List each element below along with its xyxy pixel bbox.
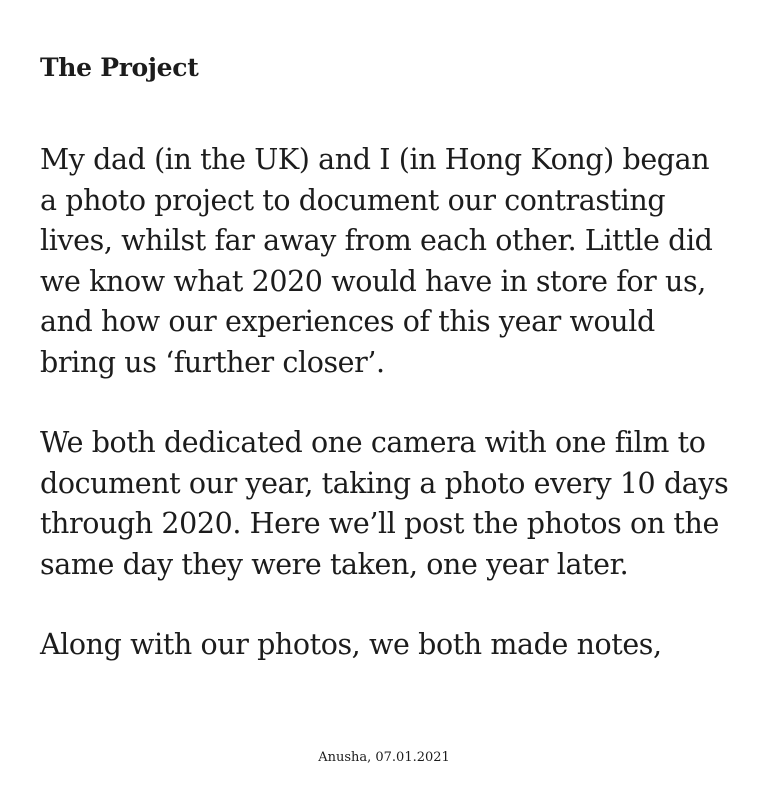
paragraph-line: lives, whilst far away from each other. Little did <box>40 224 713 257</box>
paragraph-line: through 2020. Here we’ll post the photos on the <box>40 507 719 540</box>
paragraph-notes <box>40 625 740 666</box>
paragraph-line: bring us ‘further closer’. <box>40 345 385 379</box>
paragraph-line: document our year, taking a photo every 10 days <box>40 466 729 500</box>
paragraph-line: we know what 2020 would have in store for us, <box>40 264 706 298</box>
paragraph-line: Along with our photos, we both made notes, <box>40 628 662 661</box>
paragraph-intro <box>40 140 740 383</box>
page-title: The Project <box>40 53 199 82</box>
paragraph-line: a photo project to document our contrasting <box>40 183 666 217</box>
paragraph-line: We both dedicated one camera with one film to <box>40 426 706 459</box>
paragraph-line: and how our experiences of this year would <box>40 305 655 338</box>
author-date-caption: Anusha, 07.01.2021 <box>318 750 450 765</box>
project-section <box>40 48 740 706</box>
paragraph-method <box>40 423 740 585</box>
paragraph-line: same day they were taken, one year later. <box>40 547 629 581</box>
paragraph-line: My dad (in the UK) and I (in Hong Kong) began <box>40 143 710 176</box>
